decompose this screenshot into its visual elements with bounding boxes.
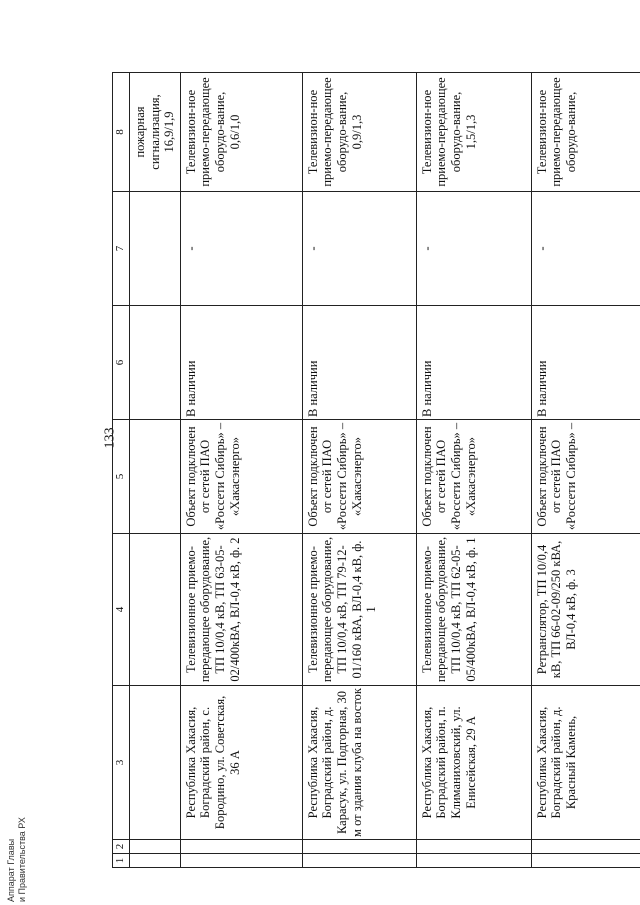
table-cell: - bbox=[416, 192, 531, 306]
table-row bbox=[130, 73, 181, 868]
table-cell: Телевизионное приемо-передающее оборудование, ТП 10/0,4 кВ, ТП 63-05-02/400кВА, ВЛ-0,4 кВ, ф. 2 bbox=[180, 534, 302, 686]
table-cell: Объект подключен от сетей ПАО «Россети Сибирь» – «Хакасэнерго» bbox=[416, 420, 531, 534]
table-cell: - bbox=[302, 192, 416, 306]
table-cell bbox=[531, 854, 640, 868]
footer-stamp bbox=[0, 817, 80, 905]
table-cell: В наличии bbox=[531, 306, 640, 420]
column-header: 4 bbox=[113, 534, 130, 686]
table-row bbox=[416, 73, 531, 868]
table-cell: В наличии bbox=[416, 306, 531, 420]
table-cell bbox=[130, 192, 181, 306]
table-cell: В наличии bbox=[302, 306, 416, 420]
table-cell bbox=[130, 420, 181, 534]
table-cell: Республика Хакасия, Боградский район, д. Карасук, ул. Подгорная, 30 м от здания клуба на восток bbox=[302, 686, 416, 840]
table-cell bbox=[130, 854, 181, 868]
footer-line-1: Аппарат Главы bbox=[6, 838, 16, 902]
column-header: 3 bbox=[113, 686, 130, 840]
column-header: 6 bbox=[113, 306, 130, 420]
table-cell: - bbox=[531, 192, 640, 306]
table-cell bbox=[130, 306, 181, 420]
column-header: 2 bbox=[113, 840, 130, 854]
table-cell bbox=[180, 840, 302, 854]
table-cell: Телевизион-ное приемо-передающее оборудо-вание, 0,9/1,3 bbox=[302, 73, 416, 192]
document-table bbox=[112, 72, 640, 868]
table-cell: Телевизион-ное приемо-передающее оборудо-вание, bbox=[531, 73, 640, 192]
table-cell bbox=[531, 840, 640, 854]
table-cell: Республика Хакасия, Боградский район, д. Красный Камень, bbox=[531, 686, 640, 840]
column-header: 1 bbox=[113, 854, 130, 868]
document-table-container bbox=[112, 73, 640, 868]
table-cell bbox=[302, 840, 416, 854]
table-cell: Объект подключен от сетей ПАО «Россети Сибирь» – bbox=[531, 420, 640, 534]
table-cell bbox=[130, 534, 181, 686]
table-cell: Телевизионное приемо-передающее оборудование, ТП 10/0,4 кВ, ТП 79-12-01/160 кВА, ВЛ-0,4 кВ, ф. 1 bbox=[302, 534, 416, 686]
column-header: 8 bbox=[113, 73, 130, 192]
table-row bbox=[302, 73, 416, 868]
column-header: 7 bbox=[113, 192, 130, 306]
column-header: 5 bbox=[113, 420, 130, 534]
table-cell: пожарная сигнализация, 16,9/1,9 bbox=[130, 73, 181, 192]
table-cell bbox=[130, 686, 181, 840]
table-cell: Ретранслятор, ТП 10/0,4 кВ, ТП 66-02-09/250 кВА, ВЛ-0,4 кВ, ф. 3 bbox=[531, 534, 640, 686]
table-cell: Объект подключен от сетей ПАО «Россети Сибирь» – «Хакасэнерго» bbox=[302, 420, 416, 534]
table-cell: - bbox=[180, 192, 302, 306]
table-cell: Телевизион-ное приемо-передающее оборудо-вание, 0,6/1,0 bbox=[180, 73, 302, 192]
table-cell: Телевизион-ное приемо-передающее оборудо-вание, 1,5/1,3 bbox=[416, 73, 531, 192]
table-cell bbox=[302, 854, 416, 868]
table-cell: В наличии bbox=[180, 306, 302, 420]
table-row bbox=[531, 73, 640, 868]
table-cell: Республика Хакасия, Боградский район, с. Бородино, ул. Советская, 36 А bbox=[180, 686, 302, 840]
footer-line-2: и Правительства РХ bbox=[17, 817, 27, 902]
table-cell bbox=[180, 854, 302, 868]
page-number: 133 bbox=[102, 427, 118, 449]
header-row bbox=[113, 73, 130, 868]
table-cell: Объект подключен от сетей ПАО «Россети Сибирь» – «Хакасэнерго» bbox=[180, 420, 302, 534]
table-cell bbox=[416, 854, 531, 868]
table-row bbox=[180, 73, 302, 868]
table-cell: Республика Хакасия, Боградский район, п. Климаниховский, ул. Енисейская, 29 А bbox=[416, 686, 531, 840]
table-cell bbox=[416, 840, 531, 854]
table-cell: Телевизионное приемо-передающее оборудование, ТП 10/0,4 кВ, ТП 62-05-05/400кВА, ВЛ-0,4 кВ, ф. 1 bbox=[416, 534, 531, 686]
table-cell bbox=[130, 840, 181, 854]
